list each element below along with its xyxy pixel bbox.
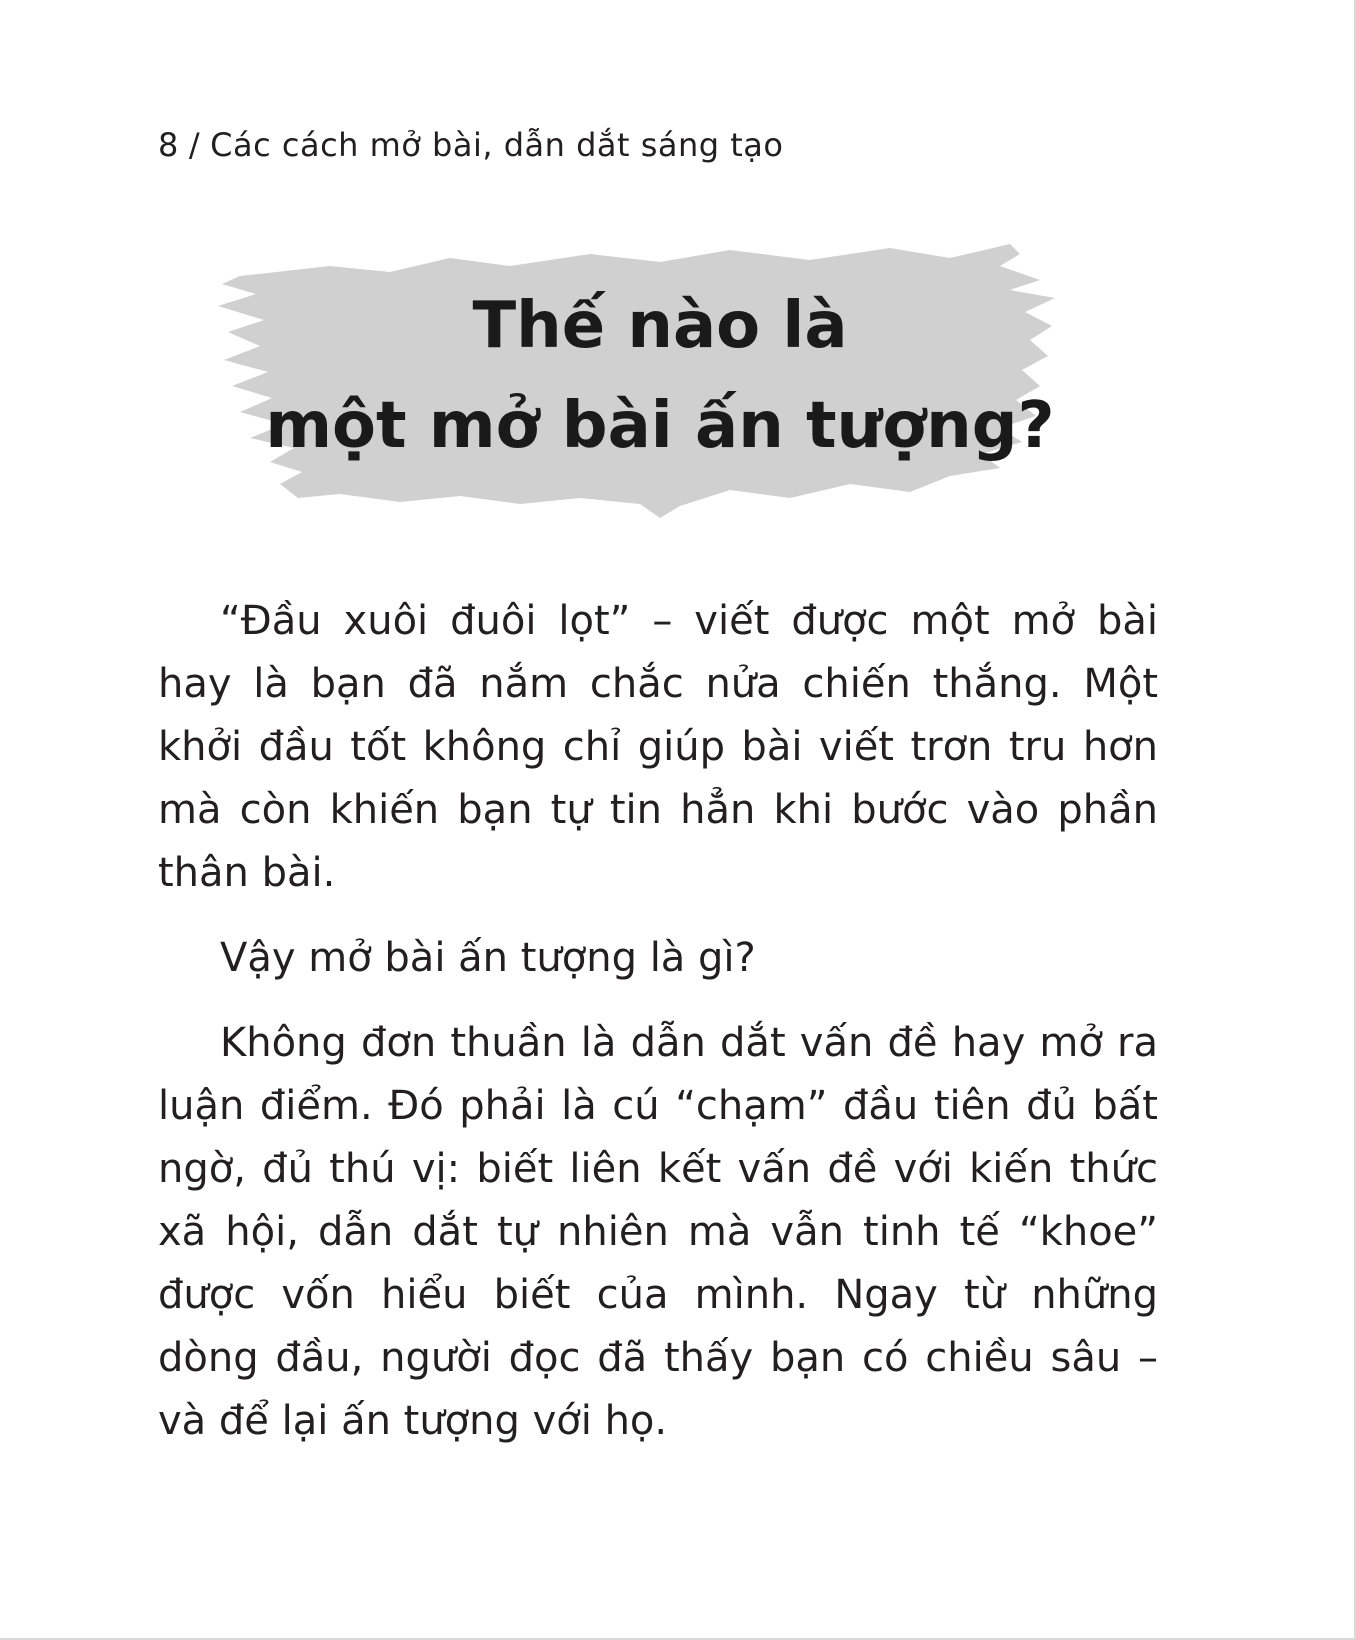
body-text bbox=[158, 590, 1158, 1475]
header-separator: / bbox=[188, 126, 201, 164]
section-title-block bbox=[210, 236, 1110, 536]
paragraph-intro: “Đầu xuôi đuôi lọt” – viết được một mở bài hay là bạn đã nắm chắc nửa chiến thắng. Một khởi đầu tốt không chỉ giúp bài viết trơn tru hơn mà còn khiến bạn tự tin hẳn khi bước vào phần thân bài. bbox=[158, 598, 1158, 896]
chapter-title: Các cách mở bài, dẫn dắt sáng tạo bbox=[210, 126, 784, 164]
section-title-line-1: Thế nào là bbox=[472, 289, 848, 363]
paragraph-question: Vậy mở bài ấn tượng là gì? bbox=[220, 935, 756, 981]
page-number: 8 bbox=[158, 126, 179, 164]
section-title bbox=[210, 276, 1110, 476]
paragraph-explanation: Không đơn thuần là dẫn dắt vấn đề hay mở ra luận điểm. Đó phải là cú “chạm” đầu tiên đủ bất ngờ, đủ thú vị: biết liên kết vấn đề với kiến thức xã hội, dẫn dắt tự nhiên mà vẫn tinh tế “khoe” được vốn hiểu biết của mình. Ngay từ những dòng đầu, người đọc đã thấy bạn có chiều sâu – và để lại ấn tượng với họ. bbox=[158, 1020, 1158, 1444]
section-title-line-2: một mở bài ấn tượng? bbox=[265, 389, 1055, 463]
running-header bbox=[158, 126, 783, 164]
